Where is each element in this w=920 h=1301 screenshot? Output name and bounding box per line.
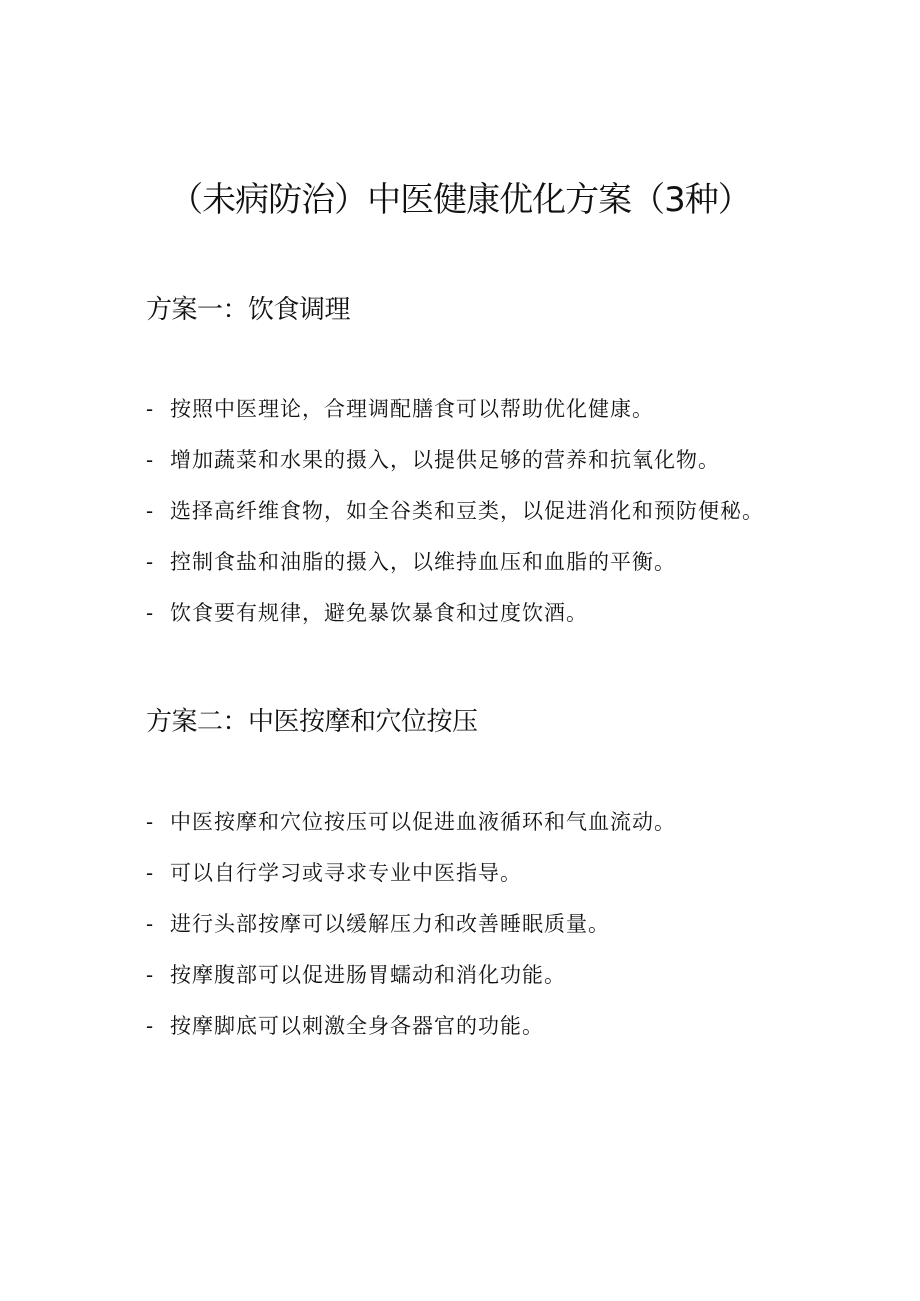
list-item [146, 807, 676, 858]
list-item-text: 选择高纤维食物，如全谷类和豆类，以促进消化和预防便秘。 [170, 499, 764, 523]
list-item-text: 增加蔬菜和水果的摄入，以提供足够的营养和抗氧化物。 [170, 448, 720, 472]
list-marker: - [146, 448, 155, 472]
list-marker: - [146, 499, 155, 523]
list-item [146, 1011, 676, 1062]
list-marker: - [146, 397, 155, 421]
list-item [146, 960, 676, 1011]
section-list-massage [146, 807, 676, 1062]
section-list-diet [146, 394, 764, 649]
list-item [146, 858, 676, 909]
list-item [146, 394, 764, 445]
list-marker: - [146, 963, 155, 987]
list-item [146, 909, 676, 960]
list-marker: - [146, 1014, 155, 1038]
list-item-text: 进行头部按摩可以缓解压力和改善睡眠质量。 [170, 912, 610, 936]
list-item-text: 可以自行学习或寻求专业中医指导。 [170, 861, 522, 885]
list-item-text: 按照中医理论，合理调配膳食可以帮助优化健康。 [170, 397, 654, 421]
list-item-text: 按摩腹部可以促进肠胃蠕动和消化功能。 [170, 963, 566, 987]
list-marker: - [146, 810, 155, 834]
section-heading-massage: 方案二：中医按摩和穴位按压 [146, 707, 478, 737]
section-heading-diet: 方案一：饮食调理 [146, 295, 351, 325]
list-marker: - [146, 912, 155, 936]
list-item [146, 445, 764, 496]
list-item-text: 中医按摩和穴位按压可以促进血液循环和气血流动。 [170, 810, 676, 834]
list-marker: - [146, 550, 155, 574]
list-item-text: 按摩脚底可以刺激全身各器官的功能。 [170, 1014, 544, 1038]
list-marker: - [146, 861, 155, 885]
list-marker: - [146, 601, 155, 625]
list-item [146, 598, 764, 649]
list-item-text: 饮食要有规律，避免暴饮暴食和过度饮酒。 [170, 601, 588, 625]
document-title: （未病防治）中医健康优化方案（3种） [169, 180, 751, 220]
list-item [146, 496, 764, 547]
list-item-text: 控制食盐和油脂的摄入，以维持血压和血脂的平衡。 [170, 550, 676, 574]
list-item [146, 547, 764, 598]
